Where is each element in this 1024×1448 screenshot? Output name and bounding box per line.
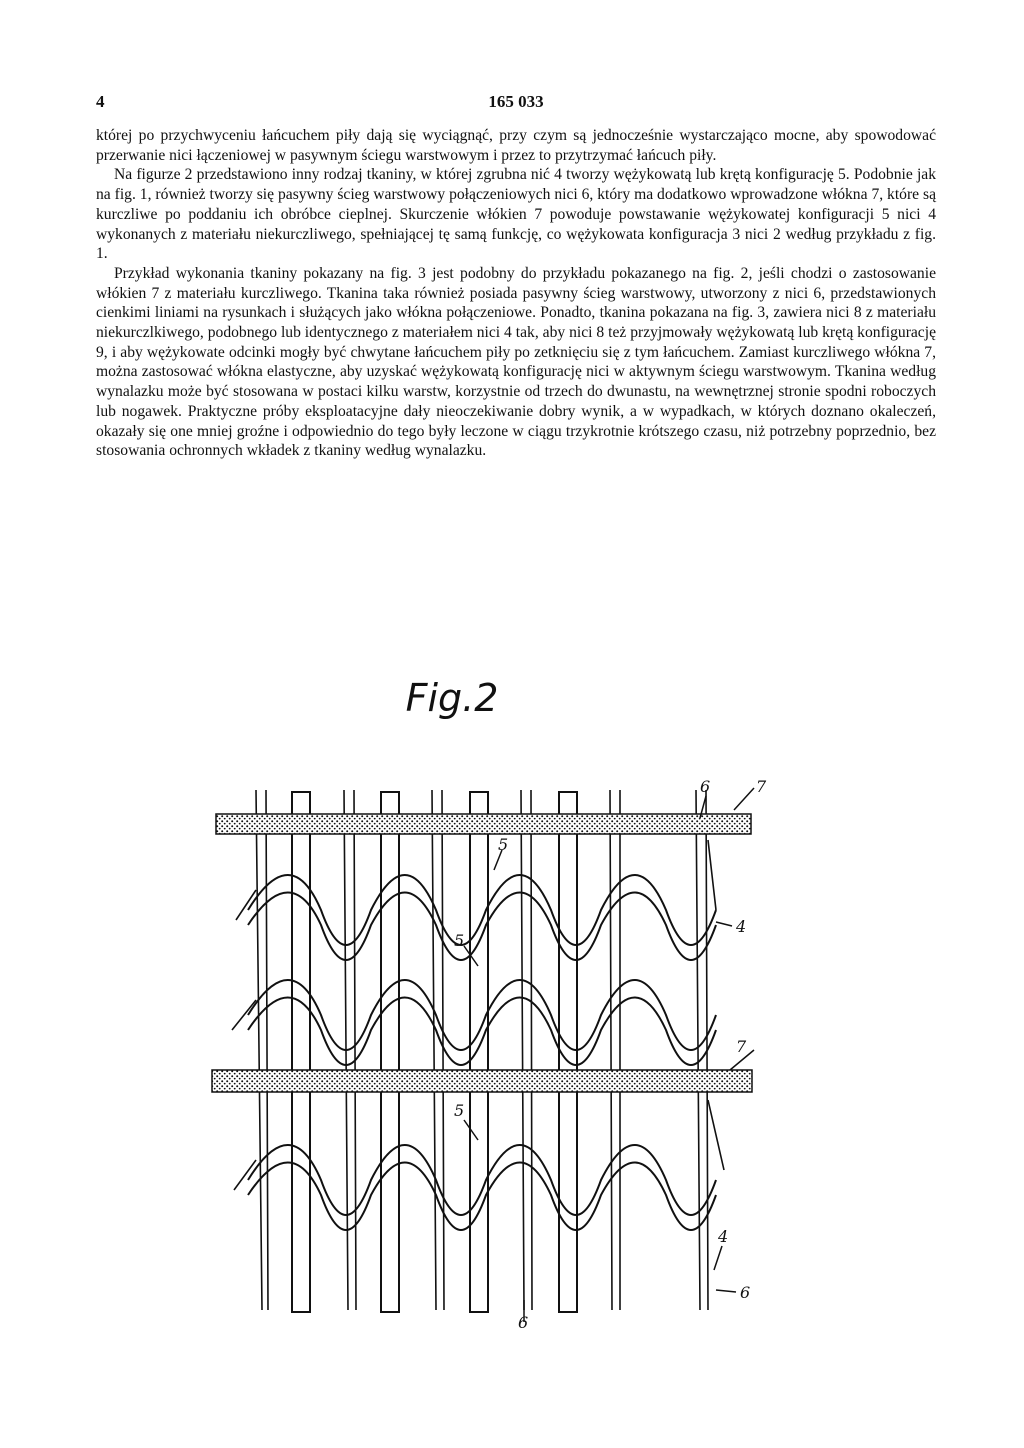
fabric-drawing <box>196 770 816 1330</box>
label-6-top: 6 <box>700 777 711 796</box>
label-5-a: 5 <box>498 835 509 854</box>
label-7-top: 7 <box>756 777 767 796</box>
label-6-right: 6 <box>740 1283 751 1302</box>
label-7-mid: 7 <box>736 1037 747 1056</box>
page-number: 4 <box>96 92 105 111</box>
label-5-b: 5 <box>454 931 465 950</box>
label-5-c: 5 <box>454 1101 465 1120</box>
paragraph-1: której po przychwyceniu łańcuchem piły dają się wyciągnąć, przy czym są jednocześnie wystarczająco mocne, aby spowodować przerwanie nici łączeniowej w pasywnym ściegu warstwowym i przez to przytrzymać łańcuch piły. <box>96 127 936 164</box>
figure-title: Fig.2 <box>405 676 499 720</box>
label-6-bottom: 6 <box>518 1313 529 1330</box>
label-4-a: 4 <box>736 917 747 936</box>
shrink-fibre-top <box>216 814 751 834</box>
paragraph-2: Na figurze 2 przedstawiono inny rodzaj tkaniny, w której zgrubna nić 4 tworzy wężykowatą lub krętą konfigurację 5. Podobnie jak na fig. 1, również tworzy się pasywny ścieg warstwowy połączeniowych nici 6, który ma dodatkowo wprowadzone włókna 7, które są kurczliwe po poddaniu ich obróbce cieplnej. Skurczenie włókien 7 powoduje powstawanie wężykowatej konfiguracji 5 nici 4 wykonanych z materiału niekurczliwego, spełniającej tę samą funkcję, co wężykowata konfiguracja 3 nici 2 według przykładu z fig. 1. <box>96 166 936 263</box>
paragraph-3: Przykład wykonania tkaniny pokazany na fig. 3 jest podobny do przykładu pokazanego na fig. 2, jeśli chodzi o zastosowanie włókien 7 z materiału kurczliwego. Tkanina taka również posiada pasywny ścieg warstwowy, utworzony z nici 6, przedstawionych cienkimi liniami na rysunkach i służących jako włókna połączeniowe. Ponadto, tkanina pokazana na fig. 3, zawiera nici 8 z materiału niekurczlkiwego, podobnego lub identycznego z materiałem nici 4 tak, aby nici 8 też przyjmowały wężykowatą lub krętą konfigurację 9, i aby wężykowate odcinki mogły być chwytane łańcuchem piły po zetknięciu się z tym łańcuchem. Zamiast kurczliwego włókna 7, można zastosować włókna elastyczne, aby uzyskać wężykowatą konfigurację nici w aktywnym ściegu warstwowym. Tkanina według wynalazku może być stosowana w postaci kilku warstw, korzystnie od trzech do dwunastu, na wewnętrznej stronie spodni roboczych lub nogawek. Praktyczne próby eksploatacyjne dały nieoczekiwanie dobry wynik, a w wypadkach, w których doznano okaleczeń, okazały się one mniej groźne i odpowiednio do tego były leczone w ciągu trzykrotnie krótszego czasu, niż potrzebny poprzednio, bez stosowania ochronnych wkładek z tkaniny według wynalazku. <box>96 264 936 460</box>
serpentine-yarns <box>248 875 716 1230</box>
patent-number: 165 033 <box>488 92 544 111</box>
page-header <box>96 92 936 114</box>
shrink-fibre-middle <box>212 1070 752 1092</box>
body-text <box>96 126 936 461</box>
label-4-b: 4 <box>718 1227 729 1246</box>
